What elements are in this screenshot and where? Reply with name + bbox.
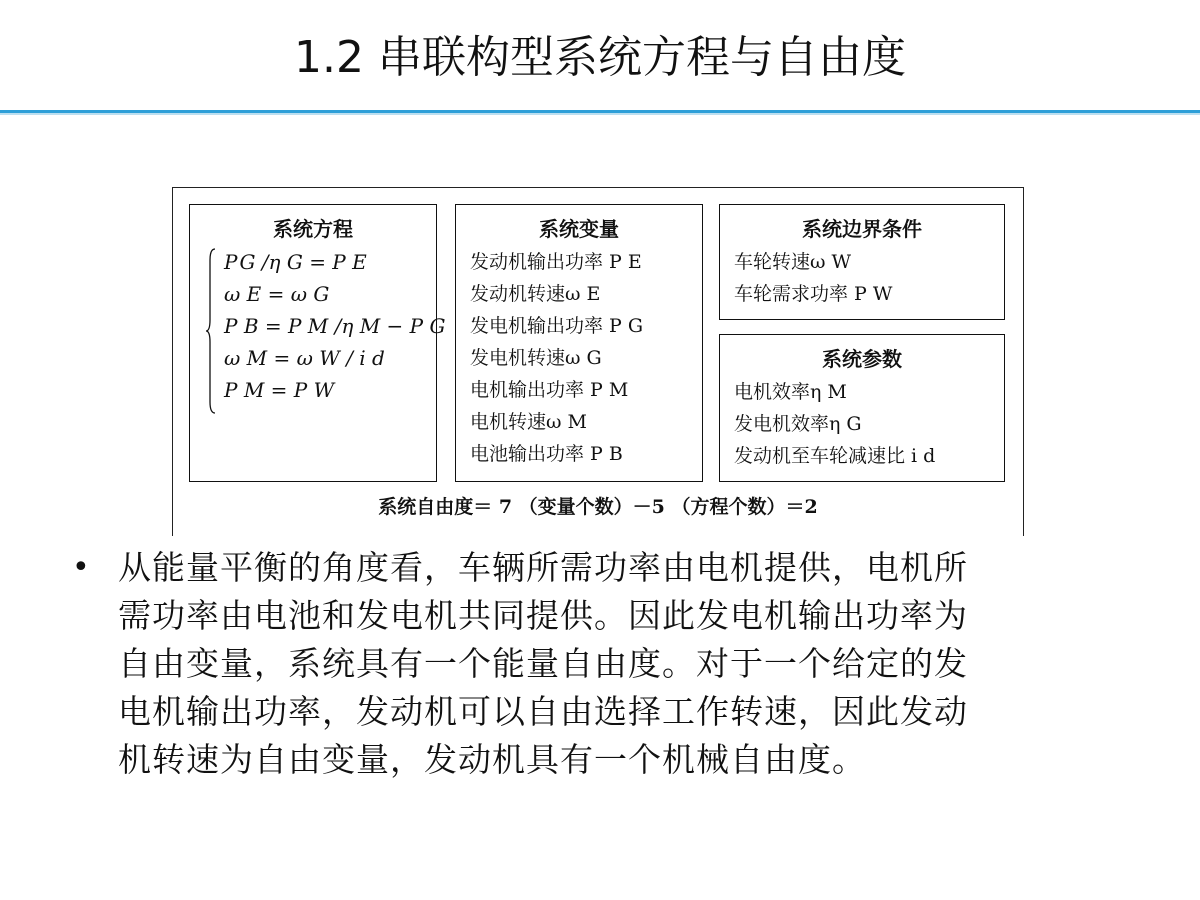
variable-item: 发动机转速ω E [470, 283, 601, 305]
equation-line: P M = P W [224, 378, 335, 402]
equation-line: ω M = ω W / i d [224, 346, 385, 370]
bullet-text-line: 从能量平衡的角度看，车辆所需功率由电机提供，电机所 [118, 548, 968, 587]
boundary-item: 车轮转速ω W [734, 251, 852, 273]
parameter-item: 电机效率η M [734, 381, 847, 403]
parameters-list [734, 376, 1004, 472]
equation-line: P B = P M /η M − P G [224, 314, 446, 338]
system-parameters-box [719, 334, 1005, 482]
system-equations-heading: 系统方程 [273, 217, 353, 241]
left-brace-icon [206, 248, 216, 414]
bullet-text [118, 544, 1128, 784]
slide-title: 1.2 串联构型系统方程与自由度 [294, 32, 906, 83]
variable-item: 电机输出功率 P M [470, 379, 629, 401]
system-diagram-figure [172, 187, 1024, 536]
bullet-text-line: 机转速为自由变量，发动机具有一个机械自由度。 [118, 740, 866, 779]
parameter-item: 发电机效率η G [734, 413, 862, 435]
variable-item: 发电机输出功率 P G [470, 315, 644, 337]
variable-item: 发动机输出功率 P E [470, 251, 642, 273]
variable-item: 电池输出功率 P B [470, 443, 623, 465]
equation-line: ω E = ω G [224, 282, 330, 306]
boundary-item: 车轮需求功率 P W [734, 283, 893, 305]
parameter-item: 发动机至车轮减速比 i d [734, 445, 936, 467]
bullet-text-line: 电机输出功率，发动机可以自由选择工作转速，因此发动 [118, 692, 968, 731]
bullet-text-line: 自由变量，系统具有一个能量自由度。对于一个给定的发 [118, 644, 968, 683]
title-divider-shadow [0, 113, 1200, 115]
bullet-icon: • [72, 550, 90, 585]
equation-line: P G /η G = P E [224, 250, 367, 274]
bullet-text-line: 需功率由电池和发电机共同提供。因此发电机输出功率为 [118, 596, 968, 635]
system-variables-heading: 系统变量 [539, 217, 619, 241]
boundary-conditions-box [719, 204, 1005, 320]
boundary-conditions-list [734, 246, 1004, 310]
degrees-of-freedom-caption: 系统自由度＝ 7 （变量个数）－5 （方程个数）＝2 [378, 496, 818, 518]
variables-list [470, 246, 702, 470]
boundary-conditions-heading: 系统边界条件 [802, 217, 922, 241]
system-equations-box [189, 204, 446, 482]
variable-item: 发电机转速ω G [470, 347, 602, 369]
system-parameters-heading: 系统参数 [822, 347, 902, 371]
variable-item: 电机转速ω M [470, 411, 587, 433]
system-variables-box [455, 204, 703, 482]
equation-group [212, 246, 446, 406]
